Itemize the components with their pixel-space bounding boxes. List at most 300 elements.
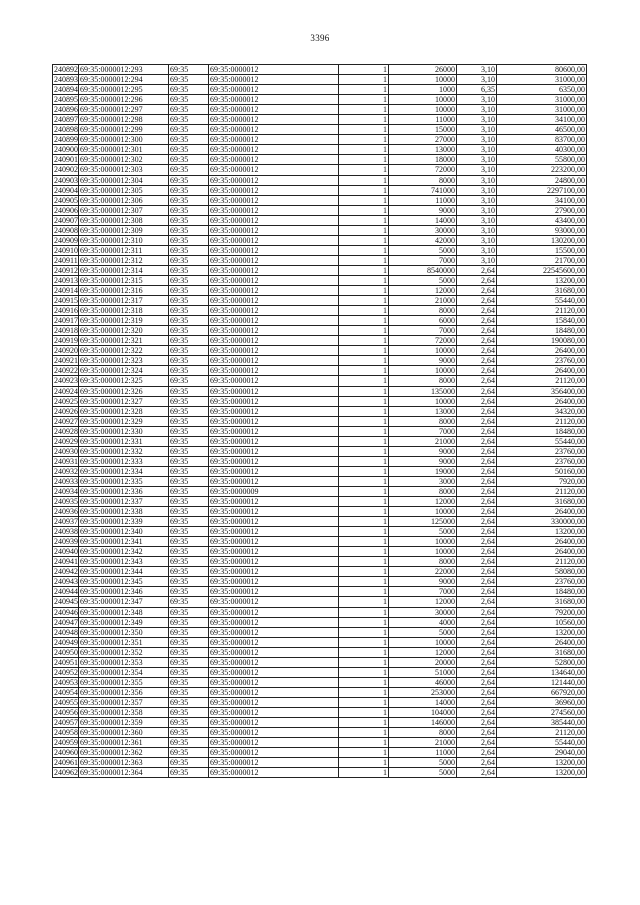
count-cell: 1: [339, 205, 389, 215]
rate-cell: 3,10: [457, 165, 497, 175]
quarter-code-cell: 69:35:0000012: [209, 155, 339, 165]
cadastral-number-cell: 69:35:0000012:360: [79, 728, 169, 738]
district-code-cell: 69:35: [169, 265, 209, 275]
rate-cell: 2,64: [457, 748, 497, 758]
table-row: [53, 748, 587, 758]
quarter-code-cell: 69:35:0000012: [209, 446, 339, 456]
table-row: [53, 135, 587, 145]
amount-cell: 23760,00: [497, 356, 587, 366]
district-code-cell: 69:35: [169, 286, 209, 296]
amount-cell: 21120,00: [497, 557, 587, 567]
cadastral-number-cell: 69:35:0000012:329: [79, 416, 169, 426]
quarter-code-cell: 69:35:0000012: [209, 265, 339, 275]
count-cell: 1: [339, 647, 389, 657]
district-code-cell: 69:35: [169, 386, 209, 396]
cadastral-number-cell: 69:35:0000012:302: [79, 155, 169, 165]
row-number-cell: 240897: [54, 115, 78, 125]
amount-cell: 55800,00: [497, 155, 587, 165]
quarter-code-cell: 69:35:0000012: [209, 65, 339, 75]
count-cell: 1: [339, 65, 389, 75]
quarter-code-cell: 69:35:0000012: [209, 607, 339, 617]
rate-cell: 2,64: [457, 456, 497, 466]
amount-cell: 21700,00: [497, 255, 587, 265]
rate-cell: 3,10: [457, 135, 497, 145]
district-code-cell: 69:35: [169, 597, 209, 607]
area-cell: 10000: [389, 537, 457, 547]
rate-cell: 3,10: [457, 215, 497, 225]
count-cell: 1: [339, 75, 389, 85]
table-row: [53, 697, 587, 707]
quarter-code-cell: 69:35:0000012: [209, 255, 339, 265]
amount-cell: 55440,00: [497, 296, 587, 306]
quarter-code-cell: 69:35:0000012: [209, 125, 339, 135]
amount-cell: 93000,00: [497, 225, 587, 235]
amount-cell: 26400,00: [497, 537, 587, 547]
amount-cell: 36960,00: [497, 697, 587, 707]
count-cell: 1: [339, 366, 389, 376]
table-row: [53, 296, 587, 306]
table-row: [53, 386, 587, 396]
count-cell: 1: [339, 215, 389, 225]
amount-cell: 26400,00: [497, 507, 587, 517]
rate-cell: 2,64: [457, 275, 497, 285]
count-cell: 1: [339, 85, 389, 95]
quarter-code-cell: 69:35:0000012: [209, 185, 339, 195]
table-row: [53, 687, 587, 697]
count-cell: 1: [339, 286, 389, 296]
district-code-cell: 69:35: [169, 517, 209, 527]
row-number-cell: 240926: [54, 406, 78, 416]
area-cell: 8000: [389, 306, 457, 316]
district-code-cell: 69:35: [169, 145, 209, 155]
amount-cell: 23760,00: [497, 577, 587, 587]
cadastral-number-cell: 69:35:0000012:306: [79, 195, 169, 205]
area-cell: 10000: [389, 105, 457, 115]
quarter-code-cell: 69:35:0000012: [209, 85, 339, 95]
amount-cell: 83700,00: [497, 135, 587, 145]
rate-cell: 6,35: [457, 85, 497, 95]
district-code-cell: 69:35: [169, 235, 209, 245]
row-number-cell: 240896: [54, 105, 78, 115]
area-cell: 51000: [389, 667, 457, 677]
table-row: [53, 667, 587, 677]
area-cell: 9000: [389, 456, 457, 466]
district-code-cell: 69:35: [169, 326, 209, 336]
area-cell: 3000: [389, 476, 457, 486]
area-cell: 30000: [389, 607, 457, 617]
cadastral-number-cell: 69:35:0000012:298: [79, 115, 169, 125]
rate-cell: 2,64: [457, 336, 497, 346]
table-row: [53, 466, 587, 476]
amount-cell: 31680,00: [497, 286, 587, 296]
count-cell: 1: [339, 718, 389, 728]
quarter-code-cell: 69:35:0000012: [209, 697, 339, 707]
amount-cell: 31000,00: [497, 105, 587, 115]
row-number-cell: 240894: [54, 85, 78, 95]
row-number-cell: 240958: [54, 728, 78, 738]
rate-cell: 2,64: [457, 728, 497, 738]
row-number-cell: 240933: [54, 476, 78, 486]
rate-cell: 2,64: [457, 647, 497, 657]
row-number-cell: 240954: [54, 687, 78, 697]
quarter-code-cell: 69:35:0000012: [209, 336, 339, 346]
district-code-cell: 69:35: [169, 245, 209, 255]
quarter-code-cell: 69:35:0000012: [209, 296, 339, 306]
cadastral-number-cell: 69:35:0000012:350: [79, 627, 169, 637]
rate-cell: 2,64: [457, 507, 497, 517]
table-row: [53, 215, 587, 225]
area-cell: 21000: [389, 296, 457, 306]
cadastral-number-cell: 69:35:0000012:327: [79, 396, 169, 406]
row-number-cell: 240900: [54, 145, 78, 155]
district-code-cell: 69:35: [169, 527, 209, 537]
row-number-cell: 240951: [54, 657, 78, 667]
count-cell: 1: [339, 517, 389, 527]
area-cell: 104000: [389, 708, 457, 718]
count-cell: 1: [339, 748, 389, 758]
rate-cell: 2,64: [457, 597, 497, 607]
amount-cell: 27900,00: [497, 205, 587, 215]
cadastral-number-cell: 69:35:0000012:337: [79, 497, 169, 507]
table-row: [53, 275, 587, 285]
amount-cell: 31000,00: [497, 95, 587, 105]
quarter-code-cell: 69:35:0000012: [209, 115, 339, 125]
rate-cell: 3,10: [457, 185, 497, 195]
district-code-cell: 69:35: [169, 697, 209, 707]
count-cell: 1: [339, 657, 389, 667]
amount-cell: 274560,00: [497, 708, 587, 718]
quarter-code-cell: 69:35:0000012: [209, 577, 339, 587]
register-table-wrapper: [52, 64, 586, 778]
table-row: [53, 245, 587, 255]
cadastral-number-cell: 69:35:0000012:317: [79, 296, 169, 306]
area-cell: 10000: [389, 396, 457, 406]
rate-cell: 3,10: [457, 255, 497, 265]
table-row: [53, 416, 587, 426]
row-number-cell: 240942: [54, 567, 78, 577]
table-row: [53, 145, 587, 155]
area-cell: 27000: [389, 135, 457, 145]
amount-cell: 22545600,00: [497, 265, 587, 275]
rate-cell: 3,10: [457, 65, 497, 75]
rate-cell: 2,64: [457, 326, 497, 336]
row-number-cell: 240904: [54, 185, 78, 195]
district-code-cell: 69:35: [169, 687, 209, 697]
cadastral-number-cell: 69:35:0000012:295: [79, 85, 169, 95]
area-cell: 13000: [389, 406, 457, 416]
cadastral-number-cell: 69:35:0000012:322: [79, 346, 169, 356]
table-row: [53, 396, 587, 406]
row-number-cell: 240923: [54, 376, 78, 386]
area-cell: 8000: [389, 376, 457, 386]
count-cell: 1: [339, 336, 389, 346]
row-number-cell: 240909: [54, 235, 78, 245]
area-cell: 9000: [389, 356, 457, 366]
register-table-body: [53, 65, 587, 778]
table-row: [53, 105, 587, 115]
district-code-cell: 69:35: [169, 416, 209, 426]
district-code-cell: 69:35: [169, 667, 209, 677]
quarter-code-cell: 69:35:0000012: [209, 326, 339, 336]
amount-cell: 21120,00: [497, 416, 587, 426]
quarter-code-cell: 69:35:0000012: [209, 617, 339, 627]
table-row: [53, 436, 587, 446]
table-row: [53, 507, 587, 517]
area-cell: 12000: [389, 497, 457, 507]
rate-cell: 3,10: [457, 205, 497, 215]
district-code-cell: 69:35: [169, 446, 209, 456]
quarter-code-cell: 69:35:0000012: [209, 738, 339, 748]
quarter-code-cell: 69:35:0000012: [209, 416, 339, 426]
quarter-code-cell: 69:35:0000012: [209, 557, 339, 567]
row-number-cell: 240892: [54, 65, 78, 74]
row-number-cell: 240893: [54, 75, 78, 85]
amount-cell: 385440,00: [497, 718, 587, 728]
row-number-cell: 240938: [54, 527, 78, 537]
amount-cell: 31680,00: [497, 497, 587, 507]
area-cell: 10000: [389, 366, 457, 376]
quarter-code-cell: 69:35:0000012: [209, 537, 339, 547]
cadastral-number-cell: 69:35:0000012:340: [79, 527, 169, 537]
district-code-cell: 69:35: [169, 135, 209, 145]
row-number-cell: 240917: [54, 316, 78, 326]
area-cell: 135000: [389, 386, 457, 396]
area-cell: 15000: [389, 125, 457, 135]
district-code-cell: 69:35: [169, 155, 209, 165]
amount-cell: 31000,00: [497, 75, 587, 85]
cadastral-number-cell: 69:35:0000012:336: [79, 486, 169, 496]
amount-cell: 26400,00: [497, 346, 587, 356]
table-row: [53, 255, 587, 265]
quarter-code-cell: 69:35:0000012: [209, 517, 339, 527]
rate-cell: 3,10: [457, 115, 497, 125]
count-cell: 1: [339, 245, 389, 255]
district-code-cell: 69:35: [169, 547, 209, 557]
rate-cell: 2,64: [457, 687, 497, 697]
district-code-cell: 69:35: [169, 637, 209, 647]
quarter-code-cell: 69:35:0000012: [209, 657, 339, 667]
quarter-code-cell: 69:35:0000012: [209, 456, 339, 466]
area-cell: 72000: [389, 336, 457, 346]
cadastral-number-cell: 69:35:0000012:359: [79, 718, 169, 728]
area-cell: 8000: [389, 416, 457, 426]
area-cell: 4000: [389, 617, 457, 627]
cadastral-number-cell: 69:35:0000012:307: [79, 205, 169, 215]
amount-cell: 356400,00: [497, 386, 587, 396]
quarter-code-cell: 69:35:0000012: [209, 205, 339, 215]
table-row: [53, 677, 587, 687]
rate-cell: 2,64: [457, 416, 497, 426]
count-cell: 1: [339, 758, 389, 768]
quarter-code-cell: 69:35:0000012: [209, 758, 339, 768]
row-number-cell: 240918: [54, 326, 78, 336]
cadastral-number-cell: 69:35:0000012:293: [79, 65, 169, 75]
rate-cell: 3,10: [457, 235, 497, 245]
count-cell: 1: [339, 476, 389, 486]
amount-cell: 46500,00: [497, 125, 587, 135]
amount-cell: 10560,00: [497, 617, 587, 627]
rate-cell: 2,64: [457, 657, 497, 667]
cadastral-number-cell: 69:35:0000012:325: [79, 376, 169, 386]
area-cell: 26000: [389, 65, 457, 75]
cadastral-number-cell: 69:35:0000012:357: [79, 697, 169, 707]
rate-cell: 3,10: [457, 175, 497, 185]
table-row: [53, 637, 587, 647]
count-cell: 1: [339, 185, 389, 195]
area-cell: 18000: [389, 155, 457, 165]
rate-cell: 2,64: [457, 547, 497, 557]
row-number-cell: 240928: [54, 426, 78, 436]
count-cell: 1: [339, 677, 389, 687]
table-row: [53, 326, 587, 336]
row-number-cell: 240929: [54, 436, 78, 446]
area-cell: 5000: [389, 758, 457, 768]
count-cell: 1: [339, 165, 389, 175]
district-code-cell: 69:35: [169, 306, 209, 316]
count-cell: 1: [339, 547, 389, 557]
area-cell: 30000: [389, 225, 457, 235]
row-number-cell: 240912: [54, 265, 78, 275]
rate-cell: 2,64: [457, 718, 497, 728]
rate-cell: 2,64: [457, 738, 497, 748]
area-cell: 12000: [389, 286, 457, 296]
count-cell: 1: [339, 356, 389, 366]
district-code-cell: 69:35: [169, 557, 209, 567]
page-number: 3396: [310, 33, 330, 43]
district-code-cell: 69:35: [169, 567, 209, 577]
rate-cell: 2,64: [457, 476, 497, 486]
cadastral-number-cell: 69:35:0000012:297: [79, 105, 169, 115]
count-cell: 1: [339, 456, 389, 466]
rate-cell: 2,64: [457, 577, 497, 587]
cadastral-number-cell: 69:35:0000012:330: [79, 426, 169, 436]
quarter-code-cell: 69:35:0000012: [209, 175, 339, 185]
quarter-code-cell: 69:35:0000012: [209, 708, 339, 718]
district-code-cell: 69:35: [169, 275, 209, 285]
row-number-cell: 240959: [54, 738, 78, 748]
cadastral-number-cell: 69:35:0000012:326: [79, 386, 169, 396]
area-cell: 10000: [389, 346, 457, 356]
row-number-cell: 240935: [54, 497, 78, 507]
cadastral-number-cell: 69:35:0000012:319: [79, 316, 169, 326]
quarter-code-cell: 69:35:0000012: [209, 436, 339, 446]
table-row: [53, 617, 587, 627]
district-code-cell: 69:35: [169, 165, 209, 175]
cadastral-number-cell: 69:35:0000012:351: [79, 637, 169, 647]
area-cell: 10000: [389, 547, 457, 557]
area-cell: 125000: [389, 517, 457, 527]
table-row: [53, 265, 587, 275]
rate-cell: 3,10: [457, 75, 497, 85]
amount-cell: 13200,00: [497, 758, 587, 768]
rate-cell: 3,10: [457, 95, 497, 105]
quarter-code-cell: 69:35:0000012: [209, 718, 339, 728]
district-code-cell: 69:35: [169, 537, 209, 547]
row-number-cell: 240953: [54, 677, 78, 687]
count-cell: 1: [339, 728, 389, 738]
amount-cell: 134640,00: [497, 667, 587, 677]
amount-cell: 34100,00: [497, 195, 587, 205]
rate-cell: 2,64: [457, 617, 497, 627]
cadastral-number-cell: 69:35:0000012:312: [79, 255, 169, 265]
quarter-code-cell: 69:35:0000012: [209, 135, 339, 145]
table-row: [53, 165, 587, 175]
amount-cell: 80600,00: [497, 65, 587, 75]
area-cell: 1000: [389, 85, 457, 95]
amount-cell: 18480,00: [497, 426, 587, 436]
row-number-cell: 240950: [54, 647, 78, 657]
table-row: [53, 708, 587, 718]
cadastral-number-cell: 69:35:0000012:358: [79, 708, 169, 718]
rate-cell: 2,64: [457, 486, 497, 496]
count-cell: 1: [339, 667, 389, 677]
quarter-code-cell: 69:35:0000012: [209, 366, 339, 376]
count-cell: 1: [339, 577, 389, 587]
amount-cell: 2297100,00: [497, 185, 587, 195]
quarter-code-cell: 69:35:0000012: [209, 195, 339, 205]
area-cell: 9000: [389, 205, 457, 215]
rate-cell: 2,64: [457, 356, 497, 366]
area-cell: 21000: [389, 436, 457, 446]
table-row: [53, 336, 587, 346]
rate-cell: 2,64: [457, 537, 497, 547]
area-cell: 72000: [389, 165, 457, 175]
cadastral-number-cell: 69:35:0000012:294: [79, 75, 169, 85]
amount-cell: 15500,00: [497, 245, 587, 255]
district-code-cell: 69:35: [169, 396, 209, 406]
count-cell: 1: [339, 155, 389, 165]
district-code-cell: 69:35: [169, 426, 209, 436]
rate-cell: 2,64: [457, 396, 497, 406]
table-row: [53, 205, 587, 215]
amount-cell: 13200,00: [497, 768, 587, 778]
area-cell: 7000: [389, 255, 457, 265]
count-cell: 1: [339, 275, 389, 285]
rate-cell: 2,64: [457, 346, 497, 356]
count-cell: 1: [339, 738, 389, 748]
rate-cell: 2,64: [457, 557, 497, 567]
quarter-code-cell: 69:35:0000012: [209, 406, 339, 416]
quarter-code-cell: 69:35:0000012: [209, 507, 339, 517]
cadastral-number-cell: 69:35:0000012:334: [79, 466, 169, 476]
district-code-cell: 69:35: [169, 346, 209, 356]
amount-cell: 23760,00: [497, 456, 587, 466]
row-number-cell: 240895: [54, 95, 78, 105]
table-row: [53, 768, 587, 778]
district-code-cell: 69:35: [169, 366, 209, 376]
count-cell: 1: [339, 768, 389, 778]
area-cell: 12000: [389, 647, 457, 657]
amount-cell: 79200,00: [497, 607, 587, 617]
count-cell: 1: [339, 175, 389, 185]
district-code-cell: 69:35: [169, 728, 209, 738]
rate-cell: 2,64: [457, 426, 497, 436]
amount-cell: 29040,00: [497, 748, 587, 758]
count-cell: 1: [339, 135, 389, 145]
district-code-cell: 69:35: [169, 225, 209, 235]
district-code-cell: 69:35: [169, 768, 209, 778]
quarter-code-cell: 69:35:0000012: [209, 426, 339, 436]
row-number-cell: 240939: [54, 537, 78, 547]
row-number-cell: 240899: [54, 135, 78, 145]
cadastral-number-cell: 69:35:0000012:314: [79, 265, 169, 275]
table-row: [53, 356, 587, 366]
area-cell: 8000: [389, 486, 457, 496]
district-code-cell: 69:35: [169, 316, 209, 326]
rate-cell: 2,64: [457, 265, 497, 275]
table-row: [53, 426, 587, 436]
count-cell: 1: [339, 225, 389, 235]
